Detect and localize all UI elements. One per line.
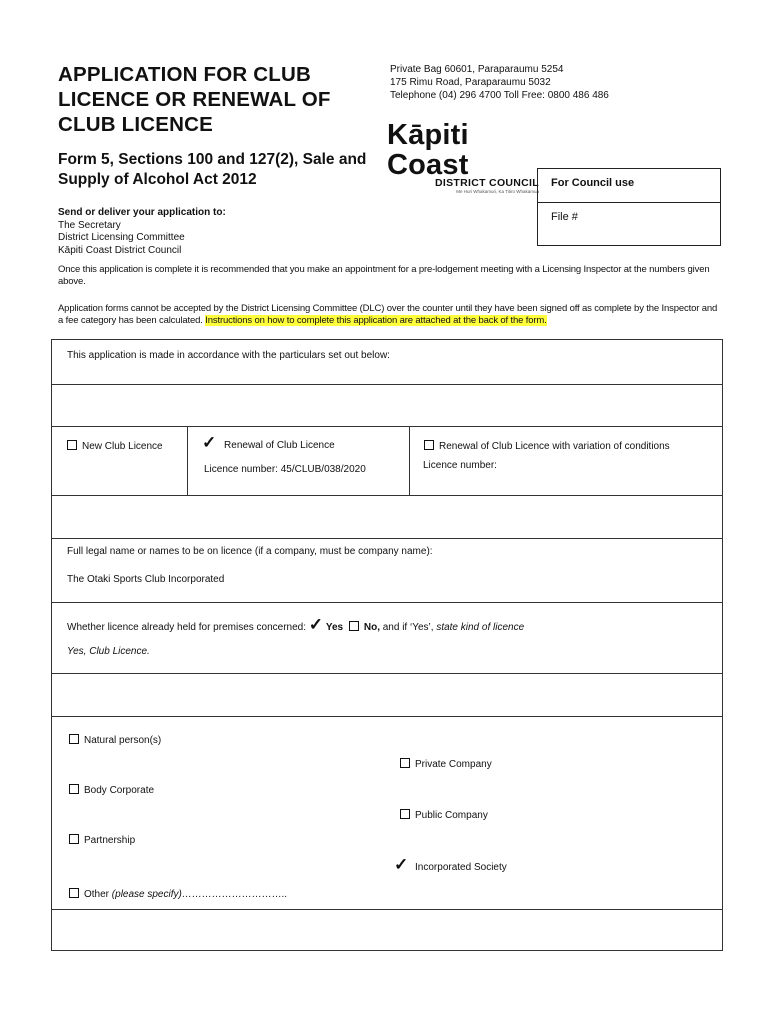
form-subtitle: Form 5, Sections 100 and 127(2), Sale and Supply of Alcohol Act 2012 xyxy=(58,151,367,188)
logo-tagline: Me Huri Whakamuri, Ka Titiro Whakamua xyxy=(456,189,539,194)
legal-name-label: Full legal name or names to be on licence (if a company, must be company name): xyxy=(67,546,433,557)
council-use-label: For Council use xyxy=(538,169,720,203)
premises-answer[interactable]: Yes, Club Licence. xyxy=(67,646,150,657)
premises-instruction-prefix: and if ‘Yes’, xyxy=(382,622,437,633)
private-company-option[interactable] xyxy=(400,758,492,770)
public-company-option[interactable] xyxy=(400,809,488,821)
renewal-label: Renewal of Club Licence xyxy=(224,440,335,451)
new-licence-option[interactable] xyxy=(67,440,163,452)
tick-icon: ✓ xyxy=(394,855,409,874)
premises-question: Whether licence already held for premises concerned: xyxy=(67,622,307,633)
legal-name-value[interactable]: The Otaki Sports Club Incorporated xyxy=(67,574,225,585)
send-to-block xyxy=(58,207,226,257)
private-company-label: Private Company xyxy=(415,759,492,770)
body-corporate-checkbox[interactable] xyxy=(69,784,79,794)
file-number-label: File # xyxy=(551,211,578,223)
variation-licence-number: Licence number: xyxy=(423,460,497,471)
partnership-checkbox[interactable] xyxy=(69,834,79,844)
body-corporate-label: Body Corporate xyxy=(84,785,155,796)
public-company-label: Public Company xyxy=(415,810,488,821)
send-line: District Licensing Committee xyxy=(58,232,185,243)
partnership-option[interactable] xyxy=(69,834,135,846)
send-heading: Send or deliver your application to: xyxy=(58,207,226,218)
variation-option[interactable] xyxy=(424,440,670,452)
prelodgement-note: Once this application is complete it is recommended that you make an appointment for a pre-lodgement meeting with a Licensing Inspector at the numbers given above. xyxy=(58,264,710,287)
logo-name: Kāpiti Coast xyxy=(387,119,469,181)
premises-instruction: state kind of licence xyxy=(436,622,525,633)
public-company-checkbox[interactable] xyxy=(400,809,410,819)
no-checkbox[interactable] xyxy=(349,621,359,631)
renewal-licence-number: Licence number: 45/CLUB/038/2020 xyxy=(204,464,366,475)
variation-checkbox[interactable] xyxy=(424,440,434,450)
premises-question-row xyxy=(67,615,525,634)
other-option[interactable] xyxy=(69,888,287,900)
tick-icon: ✓ xyxy=(202,433,217,452)
natural-person-label: Natural person(s) xyxy=(84,735,162,746)
body-corporate-option[interactable] xyxy=(69,784,154,796)
variation-label: Renewal of Club Licence with variation of conditions xyxy=(439,441,670,452)
address-line: Telephone (04) 296 4700 Toll Free: 0800 486 486 xyxy=(390,90,609,101)
new-licence-label: New Club Licence xyxy=(82,441,163,452)
renewal-option[interactable] xyxy=(202,433,335,452)
incorporated-society-label: Incorporated Society xyxy=(415,862,507,873)
other-checkbox[interactable] xyxy=(69,888,79,898)
natural-person-checkbox[interactable] xyxy=(69,734,79,744)
council-use-box xyxy=(537,168,721,246)
no-option[interactable]: No, xyxy=(363,622,380,633)
council-address xyxy=(390,63,609,102)
tick-icon: ✓ xyxy=(308,615,324,634)
logo-sub: DISTRICT COUNCIL xyxy=(435,177,539,189)
other-specify: (please specify)………………………….. xyxy=(111,889,288,900)
instructions-highlight: Instructions on how to complete this application are attached at the back of the form. xyxy=(205,315,547,326)
address-line: Private Bag 60601, Paraparaumu 5254 xyxy=(390,64,564,75)
private-company-checkbox[interactable] xyxy=(400,758,410,768)
intro-text: This application is made in accordance with the particulars set out below: xyxy=(67,350,390,361)
other-label: Other xyxy=(84,889,112,900)
send-line: Kāpiti Coast District Council xyxy=(58,244,182,256)
acceptance-note xyxy=(58,303,718,327)
new-licence-checkbox[interactable] xyxy=(67,440,77,450)
natural-person-option[interactable] xyxy=(69,734,161,746)
council-logo xyxy=(387,119,539,194)
form-title: APPLICATION FOR CLUB LICENCE OR RENEWAL OF CLUB LICENCE xyxy=(58,63,331,136)
application-form xyxy=(51,339,723,951)
send-line: The Secretary xyxy=(58,219,121,231)
incorporated-society-option[interactable] xyxy=(394,855,507,874)
address-line: 175 Rimu Road, Paraparaumu 5032 xyxy=(390,77,551,88)
partnership-label: Partnership xyxy=(84,835,136,846)
acceptance-text: Application forms cannot be accepted by the District Licensing Committee (DLC) over the counter until they have been signed off as complete by the Inspector and a fee category has been calculated. xyxy=(58,303,718,326)
yes-option[interactable]: Yes xyxy=(325,622,344,633)
